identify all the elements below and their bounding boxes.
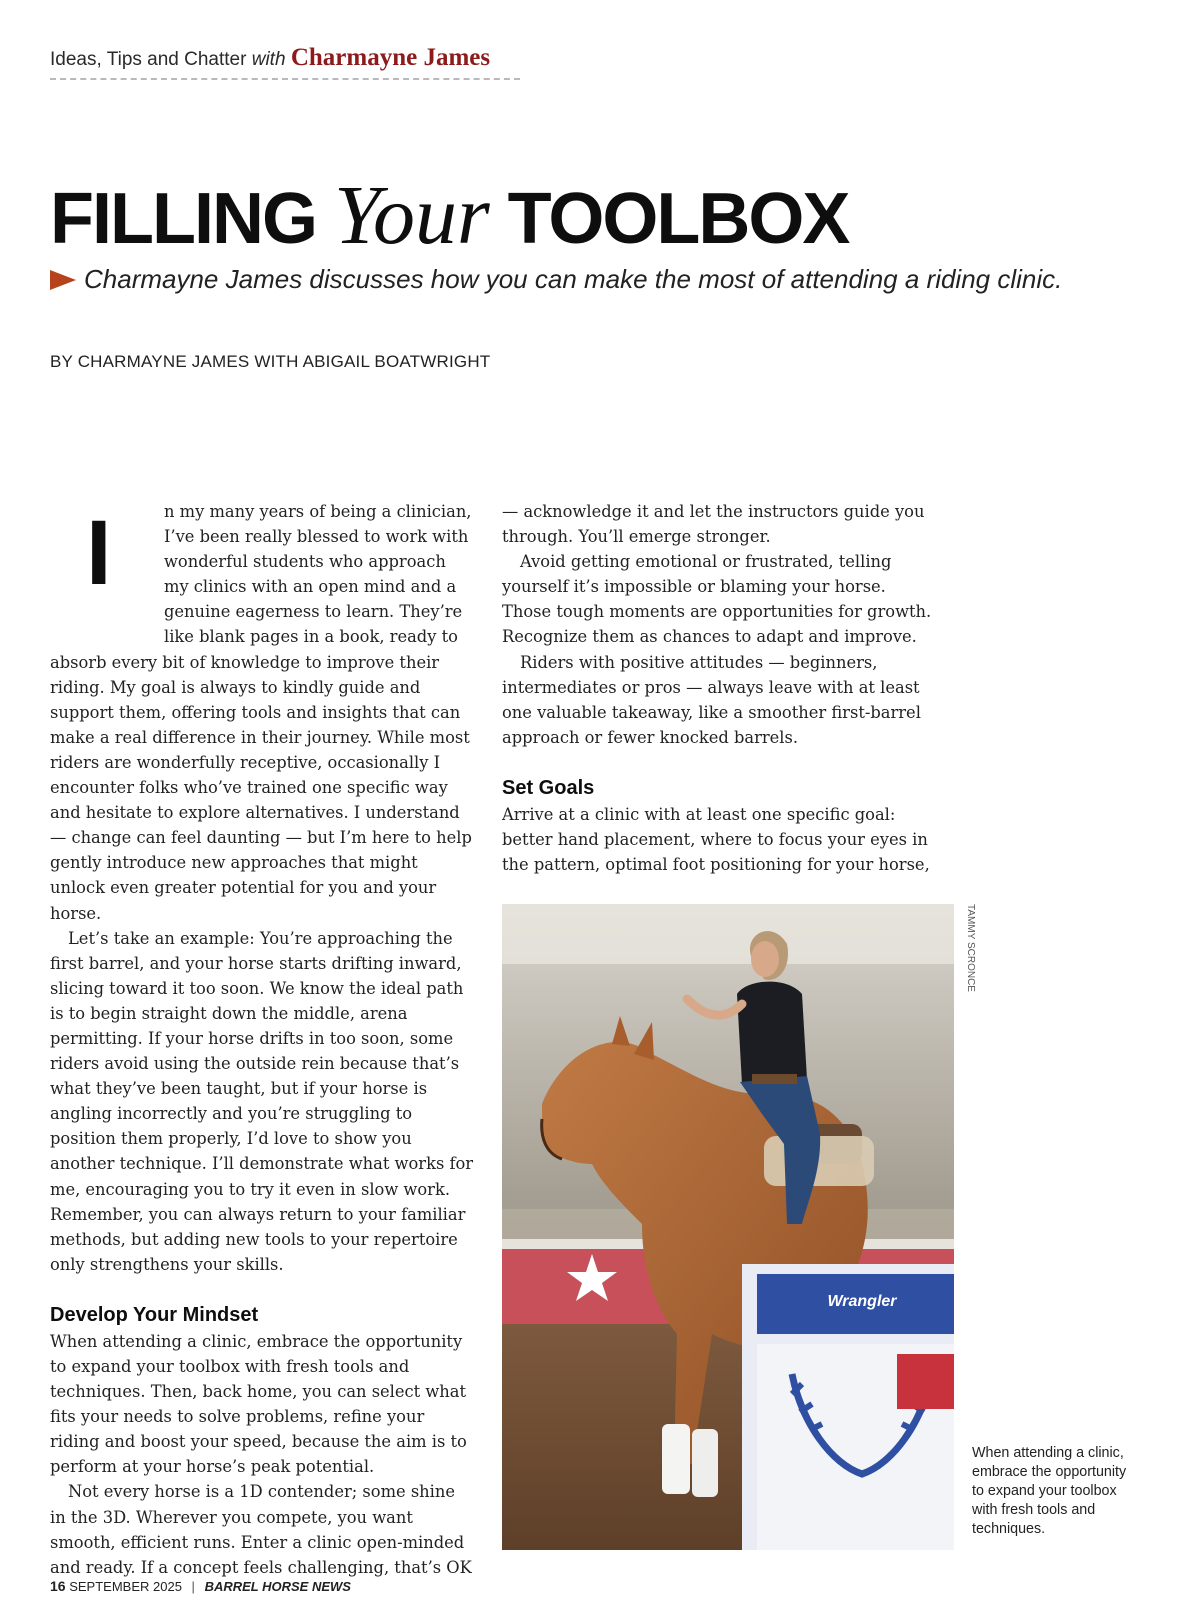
body-column-1 [50, 499, 475, 1580]
subhead-set-goals: Set Goals [502, 776, 595, 799]
headline-part-1: FILLING [50, 179, 334, 259]
subhead-develop-your-mindset: Develop Your Mindset [50, 1303, 259, 1326]
kicker-prefix: Ideas, Tips and Chatter [50, 49, 252, 70]
article-dek [50, 264, 1170, 304]
kicker-author-name: Charmayne James [290, 44, 491, 71]
arrow-icon [50, 270, 76, 290]
issue-date: SEPTEMBER 2025 [69, 1579, 182, 1594]
dek-text: Charmayne James discusses how you can make the most of attending a riding clinic. [84, 264, 1063, 294]
body-paragraph: n my many years of being a clinician, I’ve been really blessed to work with wonderful students who approach my clinics with an open mind and a genuine eagerness to learn. They’re like blank pages in a book, ready to absorb every bit of knowledge to improve their riding. My goal is always to kindly guide and support them, offering tools and insights that can make a real difference in their journey. While most riders are wonderfully receptive, occasionally I encounter folks who’ve trained one specific way and hesitate to explore alternatives. I understand — change can feel daunting — but I’m here to help gently introduce new approaches that might unlock even greater potential for you and your horse. [50, 502, 472, 923]
body-paragraph: Riders with positive attitudes — beginners, intermediates or pros — always leave with at least one valuable takeaway, like a smoother first-barrel approach or fewer knocked barrels. [502, 652, 921, 747]
page-number: 16 [50, 1578, 66, 1594]
horse-rider-illustration [502, 904, 954, 1550]
body-paragraph: Let’s take an example: You’re approaching the first barrel, and your horse starts drifting inward, slicing toward it too soon. We know the ideal path is to begin straight down the middle, arena permitting. If your horse drifts in too soon, some riders avoid using the outside rein because that’s what they’ve been taught, but if your horse is angling incorrectly and you’re struggling to position them properly, I’d love to show you another technique. I’ll demonstrate what works for me, encouraging you to try it even in slow work. Remember, you can always return to your familiar methods, but adding new tools to your repertoire only strengthens your skills. [50, 928, 474, 1274]
body-paragraph: When attending a clinic, embrace the opportunity to expand your toolbox with fresh tools and techniques. Then, back home, you can select what fits your needs to solve problems, refine your riding and boost your speed, because the aim is to perform at your horse’s peak potential. [50, 1331, 467, 1477]
kicker-with: with [251, 49, 286, 70]
section-kicker [50, 44, 520, 80]
body-paragraph: — acknowledge it and let the instructors guide you through. You’ll emerge stronger. [502, 502, 925, 547]
body-paragraph: Avoid getting emotional or frustrated, telling yourself it’s impossible or blaming your horse. Those tough moments are opportunities for growth. Recognize them as chances to adapt and improve. [502, 552, 932, 647]
page-footer [50, 1578, 351, 1594]
article-headline [50, 166, 848, 266]
body-column-2 [502, 499, 936, 877]
magazine-name: BARREL HORSE NEWS [204, 1579, 351, 1594]
byline: BY CHARMAYNE JAMES WITH ABIGAIL BOATWRIGHT [50, 352, 491, 371]
photo-caption: When attending a clinic, embrace the opportunity to expand your toolbox with fresh tools and techniques. [972, 1445, 1127, 1537]
body-paragraph: Not every horse is a 1D contender; some shine in the 3D. Wherever you compete, you want smooth, efficient runs. Enter a clinic open-minded and ready. If a concept feels challenging, that’s OK [50, 1482, 472, 1577]
footer-separator: | [191, 1579, 195, 1594]
photo-credit-text: TAMMY SCRONCE [965, 904, 976, 992]
photo-credit [962, 904, 976, 992]
headline-part-3: TOOLBOX [489, 179, 849, 259]
body-paragraph: Arrive at a clinic with at least one specific goal: better hand placement, where to focus your eyes in the pattern, optimal foot positioning for your horse, [502, 804, 930, 875]
headline-part-2: Your [333, 169, 490, 262]
photo-banner-text: Wrangler [827, 1293, 897, 1310]
article-photo [502, 904, 954, 1550]
drop-cap: I [86, 502, 112, 604]
